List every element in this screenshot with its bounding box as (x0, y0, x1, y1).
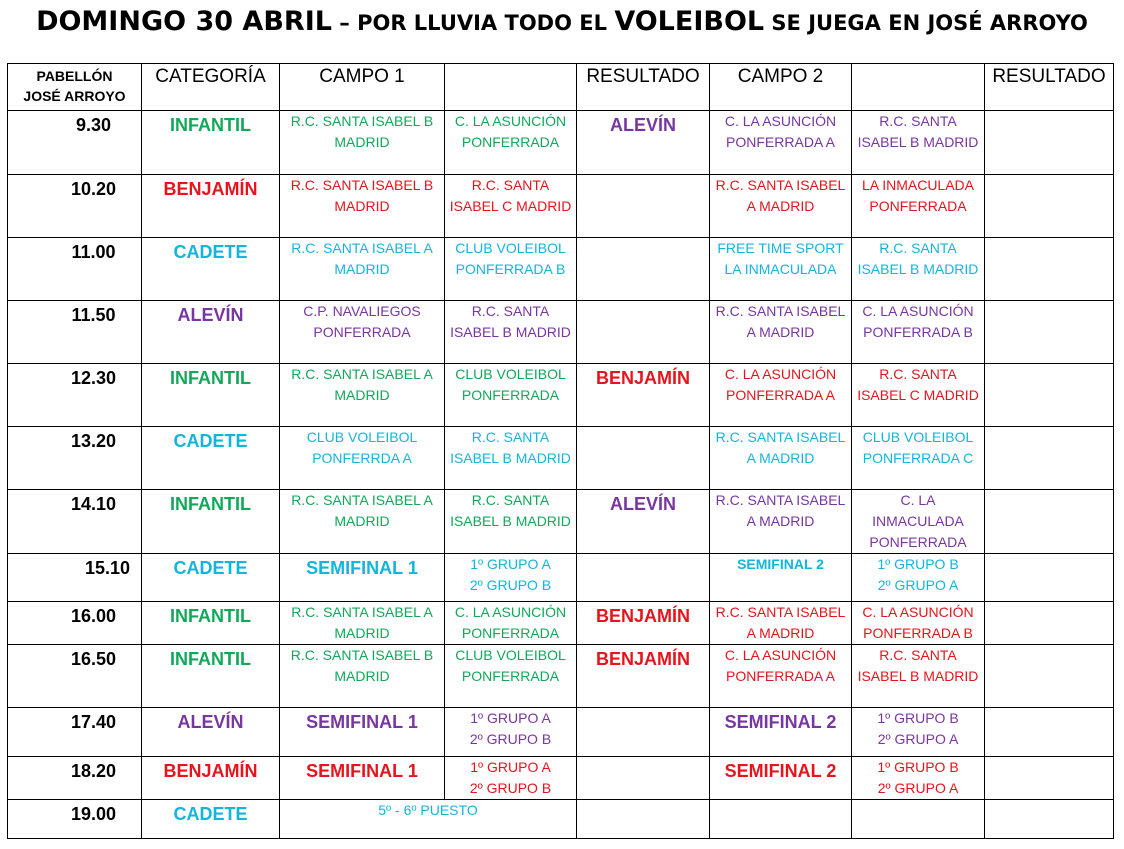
campo2-team-b: R.C. SANTA ISABEL B MADRID (852, 238, 985, 301)
time-cell: 9.30 (8, 111, 142, 175)
table-row (8, 490, 1114, 554)
campo1-team-b: R.C. SANTA ISABEL C MADRID (445, 175, 577, 238)
header-categoria: CATEGORÍA (142, 64, 280, 111)
time-cell: 16.00 (8, 602, 142, 645)
time-cell: 16.50 (8, 645, 142, 708)
campo1-semifinal: SEMIFINAL 1 (280, 708, 445, 757)
title-text-1: – POR LLUVIA TODO EL (331, 11, 615, 35)
campo2-category-cell (577, 757, 710, 800)
table-row (8, 800, 1114, 839)
table-row (8, 757, 1114, 800)
category-cell: INFANTIL (142, 602, 280, 645)
header-resultado1: RESULTADO (577, 64, 710, 111)
campo1-team-a: R.C. SANTA ISABEL A MADRID (280, 490, 445, 554)
campo1-groups: 1º GRUPO A 2º GRUPO B (445, 757, 577, 800)
result-cell (985, 757, 1114, 800)
campo1-team-a: R.C. SANTA ISABEL B MADRID (280, 175, 445, 238)
result-cell (985, 111, 1114, 175)
result-cell (985, 490, 1114, 554)
campo1-team-a: CLUB VOLEIBOL PONFERRDA A (280, 427, 445, 490)
result-cell (985, 238, 1114, 301)
table-row (8, 602, 1114, 645)
time-cell: 11.50 (8, 301, 142, 364)
category-cell: BENJAMÍN (142, 757, 280, 800)
campo2-category-cell (577, 800, 710, 839)
header-pabellon: PABELLÓN JOSÉ ARROYO (8, 64, 142, 111)
campo2-category-cell (577, 301, 710, 364)
campo1-team-b: CLUB VOLEIBOL PONFERRADA (445, 364, 577, 427)
campo1-team-b: CLUB VOLEIBOL PONFERRADA B (445, 238, 577, 301)
header-row (8, 64, 1114, 111)
campo1-team-b: C. LA ASUNCIÓN PONFERRADA (445, 602, 577, 645)
campo2-category-cell (577, 238, 710, 301)
result-cell (985, 364, 1114, 427)
table-row (8, 111, 1114, 175)
campo2-team-a: R.C. SANTA ISABEL A MADRID (710, 602, 852, 645)
campo2-team-b: C. LA INMACULADA PONFERRADA (852, 490, 985, 554)
category-cell: ALEVÍN (142, 301, 280, 364)
campo2-semifinal: SEMIFINAL 2 (710, 757, 852, 800)
campo2-team-b: R.C. SANTA ISABEL B MADRID (852, 645, 985, 708)
category-cell: BENJAMÍN (142, 175, 280, 238)
category-cell: INFANTIL (142, 111, 280, 175)
campo2-team-a: R.C. SANTA ISABEL A MADRID (710, 301, 852, 364)
table-row (8, 175, 1114, 238)
campo2-team-a: C. LA ASUNCIÓN PONFERRADA A (710, 645, 852, 708)
campo1-team-a: R.C. SANTA ISABEL B MADRID (280, 111, 445, 175)
category-cell: CADETE (142, 800, 280, 839)
campo1-groups: 1º GRUPO A 2º GRUPO B (445, 554, 577, 602)
campo1-team-b: CLUB VOLEIBOL PONFERRADA (445, 645, 577, 708)
time-cell: 17.40 (8, 708, 142, 757)
campo2-groups: 1º GRUPO B 2º GRUPO A (852, 554, 985, 602)
result-cell (985, 427, 1114, 490)
campo1-team-a: R.C. SANTA ISABEL A MADRID (280, 602, 445, 645)
campo1-team-b: R.C. SANTA ISABEL B MADRID (445, 301, 577, 364)
campo1-semifinal: SEMIFINAL 1 (280, 554, 445, 602)
campo2-team-a: C. LA ASUNCIÓN PONFERRADA A (710, 111, 852, 175)
campo2-team-b: LA INMACULADA PONFERRADA (852, 175, 985, 238)
campo2-team-b (852, 800, 985, 839)
campo1-team-a: C.P. NAVALIEGOS PONFERRADA (280, 301, 445, 364)
table-row (8, 238, 1114, 301)
time-cell: 18.20 (8, 757, 142, 800)
campo1-team-b: R.C. SANTA ISABEL B MADRID (445, 427, 577, 490)
category-cell: INFANTIL (142, 490, 280, 554)
result-cell (985, 645, 1114, 708)
table-row (8, 645, 1114, 708)
header-campo2-b (852, 64, 985, 111)
campo2-semifinal: SEMIFINAL 2 (710, 708, 852, 757)
campo2-team-a: R.C. SANTA ISABEL A MADRID (710, 490, 852, 554)
time-cell: 15.10 (8, 554, 142, 602)
campo2-team-b: R.C. SANTA ISABEL B MADRID (852, 111, 985, 175)
header-campo1-b (445, 64, 577, 111)
campo2-team-b: CLUB VOLEIBOL PONFERRADA C (852, 427, 985, 490)
campo2-category-cell: BENJAMÍN (577, 645, 710, 708)
campo2-semifinal: SEMIFINAL 2 (710, 554, 852, 602)
campo2-category-cell (577, 554, 710, 602)
campo2-category-cell: ALEVÍN (577, 490, 710, 554)
campo2-category-cell (577, 708, 710, 757)
result-cell (985, 602, 1114, 645)
campo1-team-a: R.C. SANTA ISABEL B MADRID (280, 645, 445, 708)
category-cell: CADETE (142, 554, 280, 602)
campo1-groups: 1º GRUPO A 2º GRUPO B (445, 708, 577, 757)
table-row (8, 554, 1114, 602)
campo2-category-cell: BENJAMÍN (577, 602, 710, 645)
campo2-team-a: R.C. SANTA ISABEL A MADRID (710, 175, 852, 238)
category-cell: INFANTIL (142, 645, 280, 708)
campo2-groups: 1º GRUPO B 2º GRUPO A (852, 757, 985, 800)
category-cell: CADETE (142, 238, 280, 301)
table-row (8, 708, 1114, 757)
campo2-groups: 1º GRUPO B 2º GRUPO A (852, 708, 985, 757)
campo2-team-b: C. LA ASUNCIÓN PONFERRADA B (852, 301, 985, 364)
time-cell: 13.20 (8, 427, 142, 490)
time-cell: 10.20 (8, 175, 142, 238)
result-cell (985, 708, 1114, 757)
title-sport: VOLEIBOL (614, 6, 765, 37)
header-resultado2: RESULTADO (985, 64, 1114, 111)
header-campo1: CAMPO 1 (280, 64, 445, 111)
campo2-category-cell: ALEVÍN (577, 111, 710, 175)
campo1-semifinal: SEMIFINAL 1 (280, 757, 445, 800)
title-date: DOMINGO 30 ABRIL (36, 6, 332, 37)
campo2-category-cell (577, 427, 710, 490)
time-cell: 11.00 (8, 238, 142, 301)
campo2-team-b: C. LA ASUNCIÓN PONFERRADA B (852, 602, 985, 645)
campo1-team-b: C. LA ASUNCIÓN PONFERRADA (445, 111, 577, 175)
page-title (0, 6, 1124, 37)
time-cell: 14.10 (8, 490, 142, 554)
campo1-note: 5º - 6º PUESTO (280, 800, 577, 839)
campo2-category-cell: BENJAMÍN (577, 364, 710, 427)
campo1-team-b: R.C. SANTA ISABEL B MADRID (445, 490, 577, 554)
campo2-team-a: R.C. SANTA ISABEL A MADRID (710, 427, 852, 490)
time-cell: 19.00 (8, 800, 142, 839)
campo2-team-b: R.C. SANTA ISABEL C MADRID (852, 364, 985, 427)
campo2-category-cell (577, 175, 710, 238)
schedule-table (7, 63, 1114, 839)
campo1-team-a: R.C. SANTA ISABEL A MADRID (280, 364, 445, 427)
header-campo2: CAMPO 2 (710, 64, 852, 111)
result-cell (985, 301, 1114, 364)
table-row (8, 427, 1114, 490)
campo1-team-a: R.C. SANTA ISABEL A MADRID (280, 238, 445, 301)
title-text-2: SE JUEGA EN JOSÉ ARROYO (764, 11, 1088, 35)
result-cell (985, 175, 1114, 238)
result-cell (985, 800, 1114, 839)
category-cell: CADETE (142, 427, 280, 490)
campo2-team-a: C. LA ASUNCIÓN PONFERRADA A (710, 364, 852, 427)
result-cell (985, 554, 1114, 602)
category-cell: INFANTIL (142, 364, 280, 427)
table-row (8, 364, 1114, 427)
time-cell: 12.30 (8, 364, 142, 427)
campo2-team-a: FREE TIME SPORT LA INMACULADA (710, 238, 852, 301)
campo2-team-a (710, 800, 852, 839)
category-cell: ALEVÍN (142, 708, 280, 757)
table-row (8, 301, 1114, 364)
